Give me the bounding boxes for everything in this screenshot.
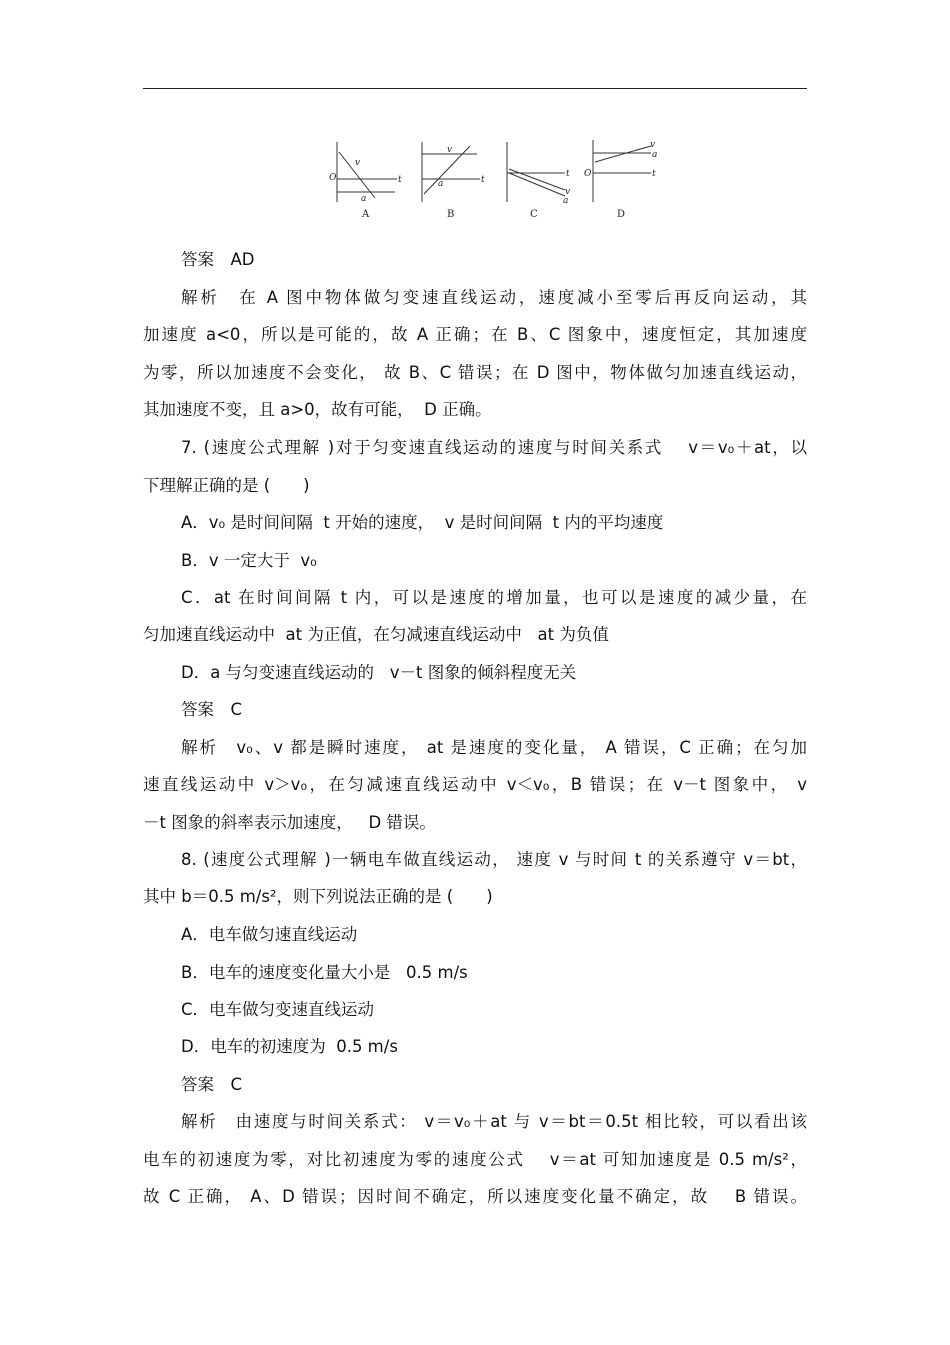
q7-option-a: A．v₀ 是时间间隔 t 开始的速度， v 是时间间隔 t 内的平均速度: [181, 513, 664, 532]
question-7-line-2: 下理解正确的是 ( ): [143, 476, 310, 495]
fig-label-d: D: [617, 209, 626, 220]
q7-option-b: B．v 一定大于 v₀: [181, 551, 317, 570]
vt-at-figures: [325, 136, 670, 222]
fig-b-t: t: [481, 175, 485, 185]
fig-label-c: C: [530, 209, 538, 220]
q8-option-c: C．电车做匀变速直线运动: [181, 1000, 375, 1019]
graphs-svg: [325, 136, 670, 222]
analysis-8-line-1: 解析 由速度与时间关系式： v＝v₀＋at 与 v＝bt＝0.5t 相比较，可以看出该: [181, 1112, 807, 1131]
analysis-8-line-3: 故 C 正确， A、D 错误；因时间不确定，所以速度变化量不确定，故 B 错误。: [143, 1187, 807, 1206]
fig-a-a: a: [361, 194, 367, 204]
fig-d-origin: O: [584, 169, 592, 179]
answer-6: 答案 AD: [181, 250, 255, 269]
fig-a-origin: O: [329, 173, 337, 183]
q7-option-d: D．a 与匀变速直线运动的 v－t 图象的倾斜程度无关: [181, 663, 577, 682]
fig-label-b: B: [447, 209, 455, 220]
analysis-7-line-2: 速直线运动中 v＞v₀，在匀减速直线运动中 v＜v₀，B 错误；在 v－t 图象中， v: [143, 775, 807, 794]
answer-8: 答案 C: [181, 1075, 243, 1094]
question-8-line-2: 其中 b＝0.5 m/s²，则下列说法正确的是 ( ): [143, 887, 493, 906]
fig-d-v: v: [650, 140, 656, 150]
fig-d-a: a: [652, 150, 658, 160]
analysis-8-line-2: 电车的初速度为零，对比初速度为零的速度公式 v＝at 可知加速度是 0.5 m/s²，: [143, 1150, 807, 1169]
fig-c-v: v: [565, 187, 571, 197]
analysis-6-line-1: 解析 在 A 图中物体做匀变速直线运动，速度减小至零后再反向运动，其: [181, 288, 807, 307]
answer-7: 答案 C: [181, 700, 243, 719]
fig-d-t: t: [652, 169, 656, 179]
analysis-6-line-4: 其加速度不变，且 a>0，故有可能， D 正确。: [143, 400, 492, 419]
analysis-6-line-3: 为零，所以加速度不会变化， 故 B、C 错误；在 D 图中，物体做匀加速直线运动，: [143, 363, 807, 382]
q8-option-a: A．电车做匀速直线运动: [181, 925, 358, 944]
fig-c-a: a: [563, 196, 569, 206]
fig-label-a: A: [362, 209, 370, 220]
fig-a-v: v: [355, 158, 361, 168]
analysis-7-line-1: 解析 v₀、v 都是瞬时速度， at 是速度的变化量， A 错误，C 正确；在匀加: [181, 738, 807, 757]
fig-c-t: t: [566, 169, 570, 179]
analysis-6-line-2: 加速度 a<0，所以是可能的，故 A 正确；在 B、C 图象中，速度恒定，其加速度: [143, 325, 807, 344]
q7-option-c-line-1: C．at 在时间间隔 t 内，可以是速度的增加量，也可以是速度的减少量，在: [181, 588, 807, 607]
q8-option-b: B．电车的速度变化量大小是 0.5 m/s: [181, 963, 468, 982]
q8-option-d: D．电车的初速度为 0.5 m/s: [181, 1037, 398, 1056]
fig-a-t: t: [398, 175, 402, 185]
question-8-line-1: 8. (速度公式理解 )一辆电车做直线运动， 速度 v 与时间 t 的关系遵守 v＝bt，: [181, 850, 807, 869]
fig-b-v: v: [447, 145, 453, 155]
question-7-line-1: 7. (速度公式理解 )对于匀变速直线运动的速度与时间关系式 v＝v₀＋at，以: [181, 438, 807, 457]
analysis-7-line-3: －t 图象的斜率表示加速度， D 错误。: [143, 813, 436, 832]
fig-b-a: a: [438, 179, 444, 189]
header-rule: [143, 88, 807, 89]
q7-option-c-line-2: 匀加速直线运动中 at 为正值，在匀减速直线运动中 at 为负值: [143, 625, 609, 644]
